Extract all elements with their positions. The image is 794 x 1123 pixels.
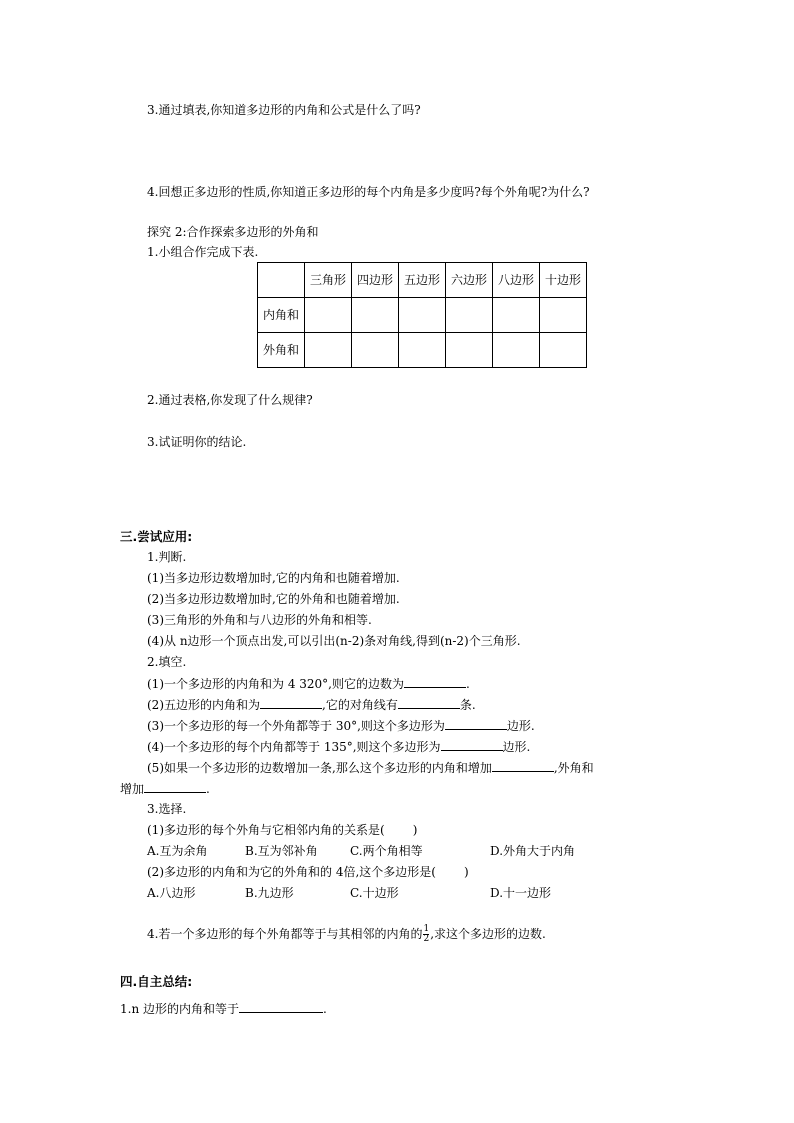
judge-item-2: (2)当多边形边数增加时,它的外角和也随着增加. <box>147 592 400 606</box>
answer-blank[interactable] <box>445 717 507 730</box>
table-cell[interactable] <box>305 298 352 333</box>
choose-2-end: ) <box>463 865 469 879</box>
fill-2-text: (2)五边形的内角和为 <box>147 698 260 712</box>
choose-1-text: (1)多边形的每个外角与它相邻内角的关系是( <box>147 823 385 837</box>
answer-blank[interactable] <box>398 696 460 709</box>
fill-5-cont-text: 增加 <box>120 782 145 796</box>
table-header-decagon: 十边形 <box>540 263 587 298</box>
one-half-fraction <box>423 925 429 944</box>
table-corner-cell <box>258 263 305 298</box>
fill-2-end: 条. <box>459 698 476 712</box>
explore-2-q1: 1.小组合作完成下表. <box>147 245 259 259</box>
fill-item-4 <box>147 738 530 755</box>
answer-blank[interactable] <box>239 1000 323 1013</box>
choose-1-option-b: B.互为邻补角 <box>245 844 318 858</box>
answer-blank[interactable] <box>144 780 206 793</box>
fill-1-text: (1)一个多边形的内角和为 4 320°,则它的边数为 <box>147 677 404 691</box>
table-cell[interactable] <box>446 298 493 333</box>
fraction-denominator: 2 <box>423 934 430 944</box>
question-3: 3.通过填表,你知道多边形的内角和公式是什么了吗? <box>147 103 421 117</box>
summary-item-1 <box>120 1000 327 1017</box>
apply-4-end: ,求这个多边形的边数. <box>430 927 546 941</box>
choose-2-option-a: A.八边形 <box>147 886 196 900</box>
table-cell[interactable] <box>493 333 540 368</box>
table-header-hexagon: 六边形 <box>446 263 493 298</box>
table-cell[interactable] <box>399 298 446 333</box>
choose-2-text: (2)多边形的内角和为它的外角和的 4倍,这个多边形是( <box>147 865 436 879</box>
table-header-quadrilateral: 四边形 <box>352 263 399 298</box>
table-header-pentagon: 五边形 <box>399 263 446 298</box>
fill-item-3 <box>147 717 535 734</box>
table-cell[interactable] <box>305 333 352 368</box>
choose-item-1 <box>147 822 417 838</box>
fill-title: 2.填空. <box>147 655 187 669</box>
judge-item-3: (3)三角形的外角和与八边形的外角和相等. <box>147 613 372 627</box>
answer-blank[interactable] <box>441 738 503 751</box>
explore-2-q2: 2.通过表格,你发现了什么规律? <box>147 393 313 407</box>
fill-5-text: (5)如果一个多边形的边数增加一条,那么这个多边形的内角和增加 <box>147 761 492 775</box>
angle-sum-table <box>257 262 587 368</box>
judge-item-4: (4)从 n边形一个顶点出发,可以引出(n-2)条对角线,得到(n-2)个三角形. <box>147 634 521 648</box>
table-header-octagon: 八边形 <box>493 263 540 298</box>
explore-2-q3: 3.试证明你的结论. <box>147 435 247 449</box>
choose-title: 3.选择. <box>147 802 187 816</box>
fill-item-1 <box>147 675 470 692</box>
choose-1-end: ) <box>412 823 418 837</box>
choose-2-option-c: C.十边形 <box>350 886 399 900</box>
choose-1-option-a: A.互为余角 <box>147 844 208 858</box>
fill-2-mid: ,它的对角线有 <box>322 698 398 712</box>
fraction-numerator: 1 <box>423 924 430 934</box>
fill-item-5 <box>147 759 594 776</box>
fill-5-end: . <box>206 782 210 796</box>
fill-4-end: 边形. <box>502 740 531 754</box>
table-cell[interactable] <box>352 298 399 333</box>
judge-title: 1.判断. <box>147 550 187 564</box>
answer-blank[interactable] <box>492 759 554 772</box>
judge-item-1: (1)当多边形边数增加时,它的内角和也随着增加. <box>147 571 400 585</box>
table-cell[interactable] <box>352 333 399 368</box>
table-row-interior-sum: 内角和 <box>258 298 305 333</box>
choose-1-option-c: C.两个角相等 <box>350 844 423 858</box>
fill-5-mid: ,外角和 <box>553 761 594 775</box>
question-4: 4.回想正多边形的性质,你知道正多边形的每个内角是多少度吗?每个外角呢?为什么? <box>147 185 590 199</box>
fill-1-end: . <box>465 677 470 691</box>
fill-item-2 <box>147 696 476 713</box>
summary-1-end: . <box>323 1002 327 1016</box>
fill-3-text: (3)一个多边形的每一个外角都等于 30°,则这个多边形为 <box>147 719 445 733</box>
fill-3-end: 边形. <box>506 719 535 733</box>
apply-4-text: 4.若一个多边形的每个外角都等于与其相邻的内角的 <box>147 927 423 941</box>
table-cell[interactable] <box>446 333 493 368</box>
table-row-exterior-sum: 外角和 <box>258 333 305 368</box>
section-4-title: 四.自主总结: <box>120 974 193 989</box>
table-cell[interactable] <box>540 333 587 368</box>
table-header-triangle: 三角形 <box>305 263 352 298</box>
choose-2-option-d: D.十一边形 <box>490 886 552 900</box>
table-cell[interactable] <box>399 333 446 368</box>
answer-blank[interactable] <box>260 696 322 709</box>
choose-2-option-b: B.九边形 <box>245 886 294 900</box>
answer-blank[interactable] <box>404 675 466 688</box>
fill-4-text: (4)一个多边形的每个内角都等于 135°,则这个多边形为 <box>147 740 441 754</box>
table-cell[interactable] <box>540 298 587 333</box>
table-cell[interactable] <box>493 298 540 333</box>
choose-item-2 <box>147 864 469 880</box>
choose-1-option-d: D.外角大于内角 <box>490 844 576 858</box>
section-3-title: 三.尝试应用: <box>120 529 193 544</box>
summary-1-text: 1.n 边形的内角和等于 <box>120 1002 239 1016</box>
fill-item-5-cont <box>120 780 210 797</box>
explore-2-title: 探究 2:合作探索多边形的外角和 <box>147 225 319 239</box>
apply-question-4 <box>147 924 546 944</box>
